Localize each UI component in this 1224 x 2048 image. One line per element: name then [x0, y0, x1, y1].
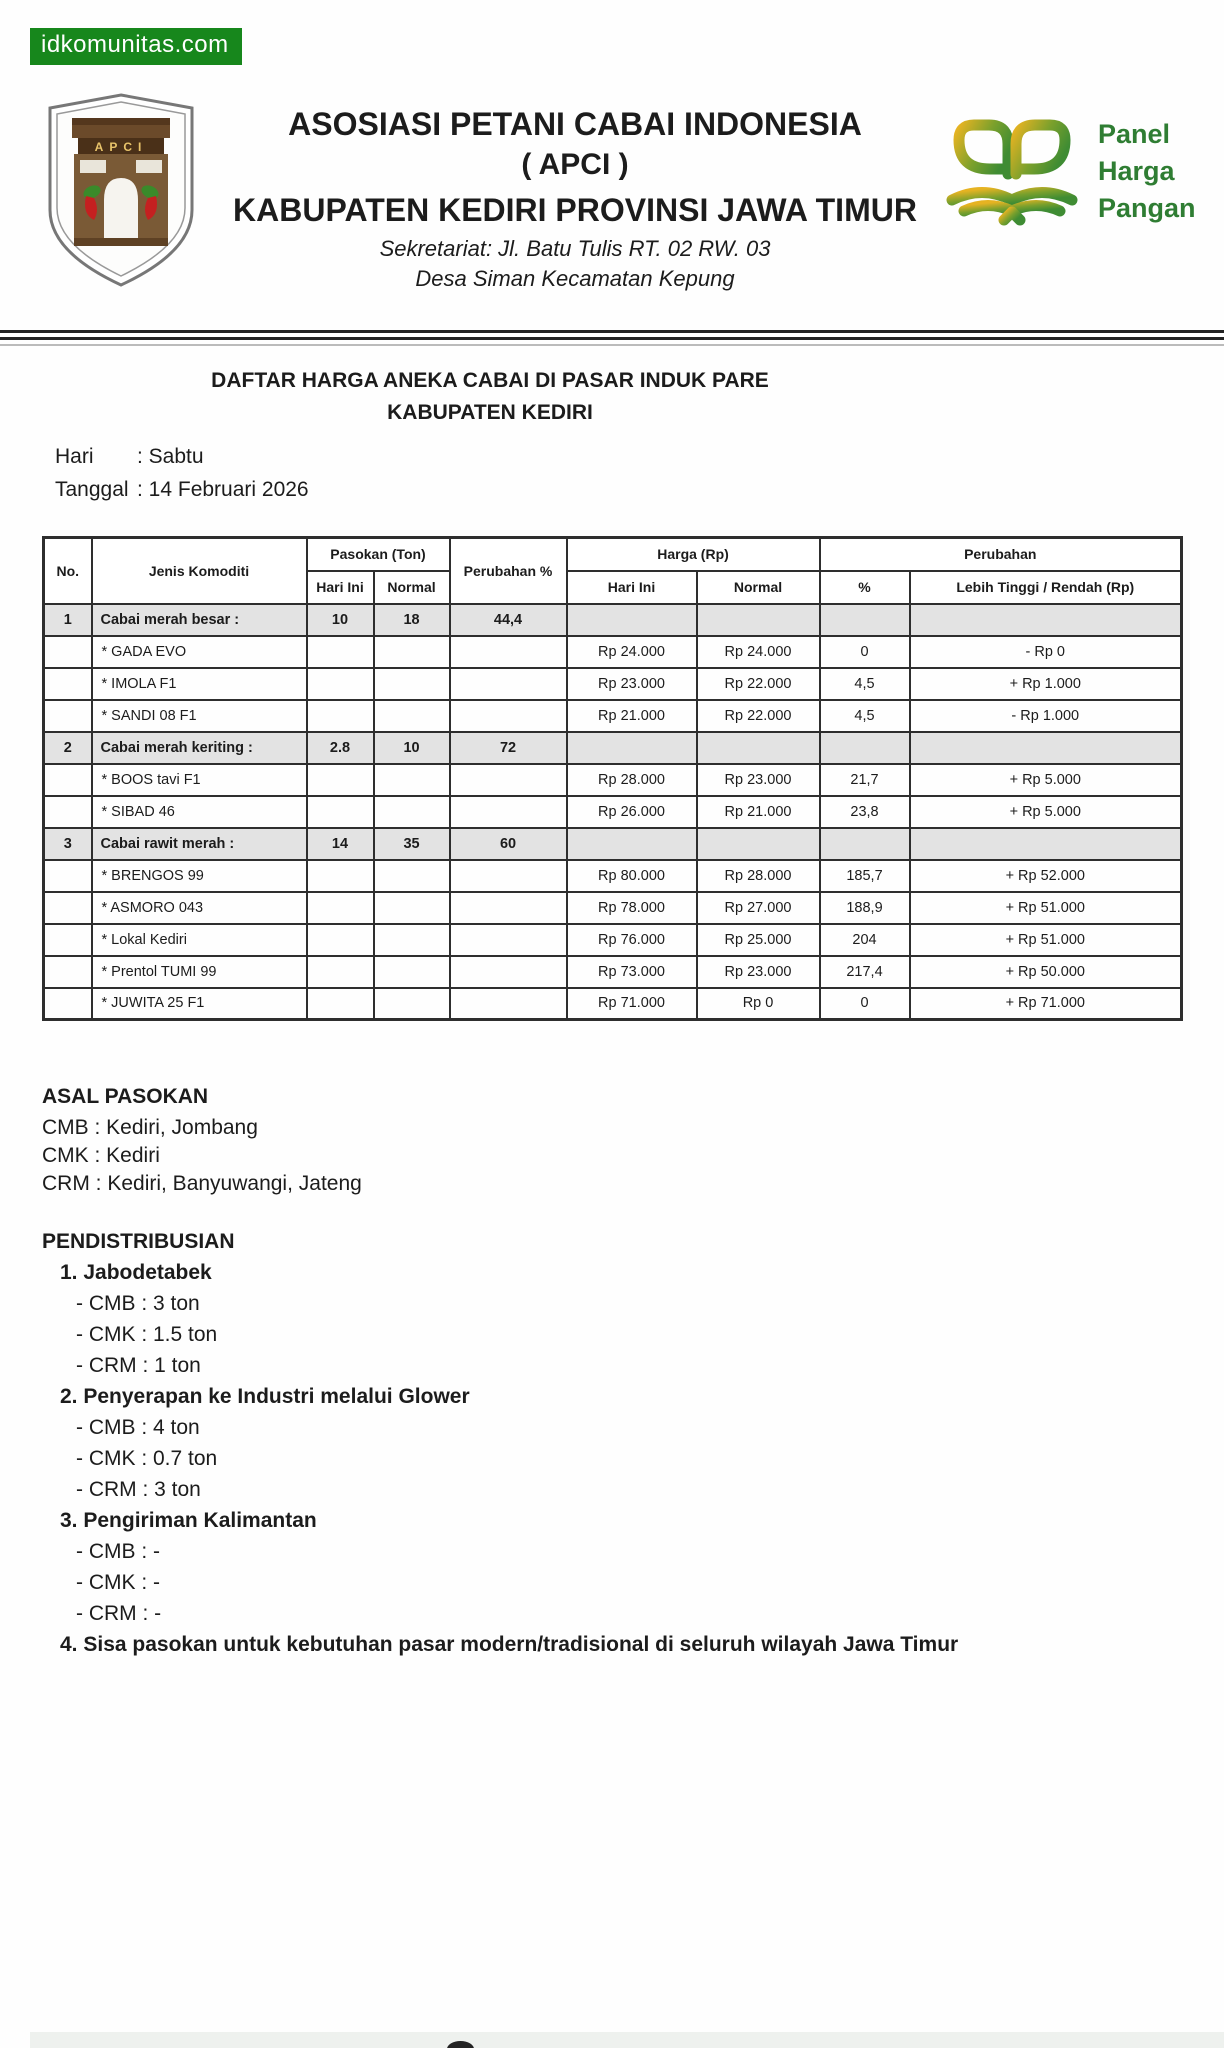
- cell-price-normal: Rp 23.000: [697, 764, 820, 796]
- col-change-pct: %: [820, 571, 910, 604]
- cell-price-today: Rp 73.000: [567, 956, 697, 988]
- cell-change-amount: + Rp 5.000: [910, 796, 1182, 828]
- cell-price-today: [567, 828, 697, 860]
- cell-no: 2: [44, 732, 92, 764]
- cell-price-today: [567, 604, 697, 636]
- cell-commodity: * ASMORO 043: [92, 892, 307, 924]
- cell-supply-today: [307, 988, 374, 1020]
- cell-supply-normal: [374, 668, 450, 700]
- table-row-item: [44, 924, 1182, 956]
- cell-supply-today: [307, 700, 374, 732]
- cell-supply-today: 14: [307, 828, 374, 860]
- col-commodity: Jenis Komoditi: [92, 538, 307, 604]
- cell-change-pct: 217,4: [820, 956, 910, 988]
- cell-price-today: Rp 26.000: [567, 796, 697, 828]
- cell-change-pct: 185,7: [820, 860, 910, 892]
- col-supply-change: Perubahan %: [450, 538, 567, 604]
- cell-supply-today: [307, 796, 374, 828]
- pendistribusian-heading: PENDISTRIBUSIAN: [42, 1230, 235, 1253]
- cell-change-amount: - Rp 0: [910, 636, 1182, 668]
- cell-price-normal: Rp 25.000: [697, 924, 820, 956]
- cell-price-today: Rp 28.000: [567, 764, 697, 796]
- table-row-category: [44, 732, 1182, 764]
- cell-change-amount: [910, 828, 1182, 860]
- report-date: [55, 473, 309, 506]
- doc-title: [0, 365, 980, 429]
- pendistribusian-detail-line: - CMB : 4 ton: [76, 1416, 200, 1439]
- cell-commodity: * BOOS tavi F1: [92, 764, 307, 796]
- price-table: [42, 536, 1183, 1021]
- cell-change-pct: 23,8: [820, 796, 910, 828]
- bottom-strip: [30, 2032, 1224, 2048]
- col-supply-normal: Normal: [374, 571, 450, 604]
- price-table-body: [44, 604, 1182, 1020]
- pendistribusian-item-label: 4. Sisa pasokan untuk kebutuhan pasar modern/tradisional di seluruh wilayah Jawa Timur: [60, 1633, 959, 1656]
- cell-no: [44, 956, 92, 988]
- cell-change-amount: + Rp 51.000: [910, 924, 1182, 956]
- cell-no: [44, 860, 92, 892]
- asal-pasokan-section: [42, 1083, 362, 1198]
- col-price-normal: Normal: [697, 571, 820, 604]
- cell-change-pct: 0: [820, 636, 910, 668]
- asal-pasokan-line: CMB : Kediri, Jombang: [42, 1116, 258, 1139]
- panel-logo-line3: Pangan: [1098, 192, 1196, 223]
- day-value: : Sabtu: [137, 445, 204, 468]
- date-value: : 14 Februari 2026: [137, 478, 309, 501]
- table-header-row-1: [44, 538, 1182, 571]
- org-secretariat-address: Sekretariat: Jl. Batu Tulis RT. 02 RW. 03: [379, 236, 771, 261]
- cell-price-normal: Rp 21.000: [697, 796, 820, 828]
- cell-commodity: * SANDI 08 F1: [92, 700, 307, 732]
- cell-change-amount: + Rp 50.000: [910, 956, 1182, 988]
- col-change-group: Perubahan: [820, 538, 1182, 571]
- table-row-item: [44, 860, 1182, 892]
- pendistribusian-detail-line: - CRM : 3 ton: [76, 1478, 201, 1501]
- cell-supply-normal: 35: [374, 828, 450, 860]
- cell-supply-normal: [374, 956, 450, 988]
- cell-supply-today: 10: [307, 604, 374, 636]
- cell-no: 1: [44, 604, 92, 636]
- panel-harga-pangan-logo: [938, 112, 1196, 230]
- cell-change-pct: [820, 604, 910, 636]
- panel-logo-line1: Panel: [1098, 118, 1171, 149]
- cell-commodity: * BRENGOS 99: [92, 860, 307, 892]
- cell-price-normal: Rp 22.000: [697, 668, 820, 700]
- pendistribusian-detail-line: - CMB : -: [76, 1540, 160, 1563]
- cell-supply-change: [450, 668, 567, 700]
- cell-supply-normal: [374, 636, 450, 668]
- header-divider-shadow: [0, 344, 1224, 346]
- col-change-amount: Lebih Tinggi / Rendah (Rp): [910, 571, 1182, 604]
- cell-price-normal: [697, 604, 820, 636]
- org-header: [190, 104, 960, 294]
- cell-price-today: Rp 24.000: [567, 636, 697, 668]
- cell-price-today: Rp 78.000: [567, 892, 697, 924]
- cell-no: [44, 796, 92, 828]
- doc-title-line2: KABUPATEN KEDIRI: [387, 401, 593, 424]
- cell-price-normal: [697, 732, 820, 764]
- table-row-item: [44, 988, 1182, 1020]
- col-no: No.: [44, 538, 92, 604]
- cell-no: [44, 636, 92, 668]
- pendistribusian-detail-line: - CMK : 0.7 ton: [76, 1447, 218, 1470]
- cell-commodity: * SIBAD 46: [92, 796, 307, 828]
- cell-commodity: * Prentol TUMI 99: [92, 956, 307, 988]
- cell-change-pct: [820, 732, 910, 764]
- org-name: ASOSIASI PETANI CABAI INDONESIA: [288, 106, 862, 142]
- cell-supply-change: [450, 764, 567, 796]
- cell-supply-change: [450, 956, 567, 988]
- cell-supply-change: [450, 924, 567, 956]
- apci-shield-icon: [42, 92, 200, 288]
- cell-supply-today: [307, 764, 374, 796]
- cell-supply-normal: [374, 988, 450, 1020]
- cell-supply-normal: 18: [374, 604, 450, 636]
- table-row-item: [44, 636, 1182, 668]
- apci-logo: [42, 92, 200, 288]
- cell-change-pct: 204: [820, 924, 910, 956]
- cell-no: [44, 988, 92, 1020]
- table-row-item: [44, 764, 1182, 796]
- col-supply-today: Hari Ini: [307, 571, 374, 604]
- col-supply-group: Pasokan (Ton): [307, 538, 450, 571]
- table-row-item: [44, 796, 1182, 828]
- cell-commodity: Cabai merah keriting :: [92, 732, 307, 764]
- cell-price-normal: Rp 22.000: [697, 700, 820, 732]
- cell-supply-change: 72: [450, 732, 567, 764]
- cell-supply-today: 2.8: [307, 732, 374, 764]
- table-row-item: [44, 892, 1182, 924]
- cell-supply-today: [307, 924, 374, 956]
- cell-price-normal: [697, 828, 820, 860]
- table-row-item: [44, 956, 1182, 988]
- cell-no: [44, 668, 92, 700]
- cell-no: [44, 924, 92, 956]
- org-abbrev: ( APCI ): [521, 148, 629, 181]
- cell-supply-today: [307, 956, 374, 988]
- cell-change-pct: 4,5: [820, 668, 910, 700]
- pendistribusian-detail-line: - CMB : 3 ton: [76, 1292, 200, 1315]
- pendistribusian-section: [42, 1226, 958, 1660]
- asal-pasokan-line: CMK : Kediri: [42, 1144, 160, 1167]
- pendistribusian-item-label: 1. Jabodetabek: [60, 1261, 212, 1284]
- cell-commodity: * IMOLA F1: [92, 668, 307, 700]
- cell-price-normal: Rp 24.000: [697, 636, 820, 668]
- cell-price-normal: Rp 27.000: [697, 892, 820, 924]
- cell-no: [44, 700, 92, 732]
- table-row-category: [44, 604, 1182, 636]
- org-secretariat-village: Desa Siman Kecamatan Kepung: [415, 266, 735, 291]
- cell-supply-change: 44,4: [450, 604, 567, 636]
- cell-no: [44, 764, 92, 796]
- report-day: [55, 440, 309, 473]
- cell-price-today: Rp 23.000: [567, 668, 697, 700]
- cell-supply-normal: [374, 860, 450, 892]
- cell-no: [44, 892, 92, 924]
- cell-change-pct: 4,5: [820, 700, 910, 732]
- org-region: KABUPATEN KEDIRI PROVINSI JAWA TIMUR: [233, 192, 917, 228]
- pendistribusian-item-label: 3. Pengiriman Kalimantan: [60, 1509, 317, 1532]
- cell-change-pct: 188,9: [820, 892, 910, 924]
- cell-price-normal: Rp 0: [697, 988, 820, 1020]
- cell-supply-change: [450, 892, 567, 924]
- cell-change-amount: + Rp 1.000: [910, 668, 1182, 700]
- col-price-today: Hari Ini: [567, 571, 697, 604]
- pendistribusian-detail-line: - CRM : -: [76, 1602, 162, 1625]
- cell-change-amount: + Rp 71.000: [910, 988, 1182, 1020]
- cell-no: 3: [44, 828, 92, 860]
- col-price-group: Harga (Rp): [567, 538, 820, 571]
- price-table-head: [44, 538, 1182, 604]
- asal-pasokan-line: CRM : Kediri, Banyuwangi, Jateng: [42, 1172, 362, 1195]
- cell-supply-change: [450, 636, 567, 668]
- cell-supply-normal: [374, 892, 450, 924]
- cell-supply-normal: [374, 796, 450, 828]
- cell-supply-normal: 10: [374, 732, 450, 764]
- watermark-badge: idkomunitas.com: [30, 28, 242, 65]
- cell-commodity: Cabai merah besar :: [92, 604, 307, 636]
- cell-change-pct: [820, 828, 910, 860]
- cell-change-amount: [910, 604, 1182, 636]
- cell-change-pct: 0: [820, 988, 910, 1020]
- table-row-item: [44, 700, 1182, 732]
- cell-supply-change: [450, 988, 567, 1020]
- pendistribusian-detail-line: - CRM : 1 ton: [76, 1354, 201, 1377]
- header-divider: [0, 330, 1224, 340]
- cell-supply-today: [307, 860, 374, 892]
- cell-supply-normal: [374, 924, 450, 956]
- cell-price-today: [567, 732, 697, 764]
- cell-supply-today: [307, 892, 374, 924]
- table-row-category: [44, 828, 1182, 860]
- panel-logo-text: [1098, 116, 1196, 227]
- pendistribusian-items: [42, 1257, 958, 1660]
- cell-change-pct: 21,7: [820, 764, 910, 796]
- cell-supply-normal: [374, 764, 450, 796]
- pendistribusian-detail-line: - CMK : 1.5 ton: [76, 1323, 218, 1346]
- cell-price-today: Rp 21.000: [567, 700, 697, 732]
- pendistribusian-detail-line: - CMK : -: [76, 1571, 160, 1594]
- table-row-item: [44, 668, 1182, 700]
- cell-supply-change: 60: [450, 828, 567, 860]
- cell-change-amount: [910, 732, 1182, 764]
- cell-commodity: * JUWITA 25 F1: [92, 988, 307, 1020]
- cell-commodity: Cabai rawit merah :: [92, 828, 307, 860]
- cell-supply-change: [450, 860, 567, 892]
- cell-supply-today: [307, 636, 374, 668]
- panel-harga-pangan-icon: [938, 112, 1086, 230]
- cell-change-amount: + Rp 52.000: [910, 860, 1182, 892]
- report-meta: [55, 440, 309, 506]
- date-label: Tanggal: [55, 478, 129, 501]
- cell-supply-change: [450, 700, 567, 732]
- cell-change-amount: - Rp 1.000: [910, 700, 1182, 732]
- cell-commodity: * Lokal Kediri: [92, 924, 307, 956]
- cell-price-normal: Rp 23.000: [697, 956, 820, 988]
- cell-price-normal: Rp 28.000: [697, 860, 820, 892]
- cell-supply-today: [307, 668, 374, 700]
- cell-supply-change: [450, 796, 567, 828]
- doc-title-line1: DAFTAR HARGA ANEKA CABAI DI PASAR INDUK PARE: [211, 369, 769, 392]
- cell-price-today: Rp 80.000: [567, 860, 697, 892]
- cell-change-amount: + Rp 51.000: [910, 892, 1182, 924]
- cell-supply-normal: [374, 700, 450, 732]
- svg-text:APCI: APCI: [94, 140, 148, 154]
- cell-price-today: Rp 71.000: [567, 988, 697, 1020]
- cell-commodity: * GADA EVO: [92, 636, 307, 668]
- asal-pasokan-heading: ASAL PASOKAN: [42, 1085, 209, 1108]
- panel-logo-line2: Harga: [1098, 155, 1175, 186]
- day-label: Hari: [55, 445, 94, 468]
- cell-price-today: Rp 76.000: [567, 924, 697, 956]
- pendistribusian-item-label: 2. Penyerapan ke Industri melalui Glower: [60, 1385, 470, 1408]
- cell-change-amount: + Rp 5.000: [910, 764, 1182, 796]
- asal-pasokan-lines: [42, 1114, 362, 1198]
